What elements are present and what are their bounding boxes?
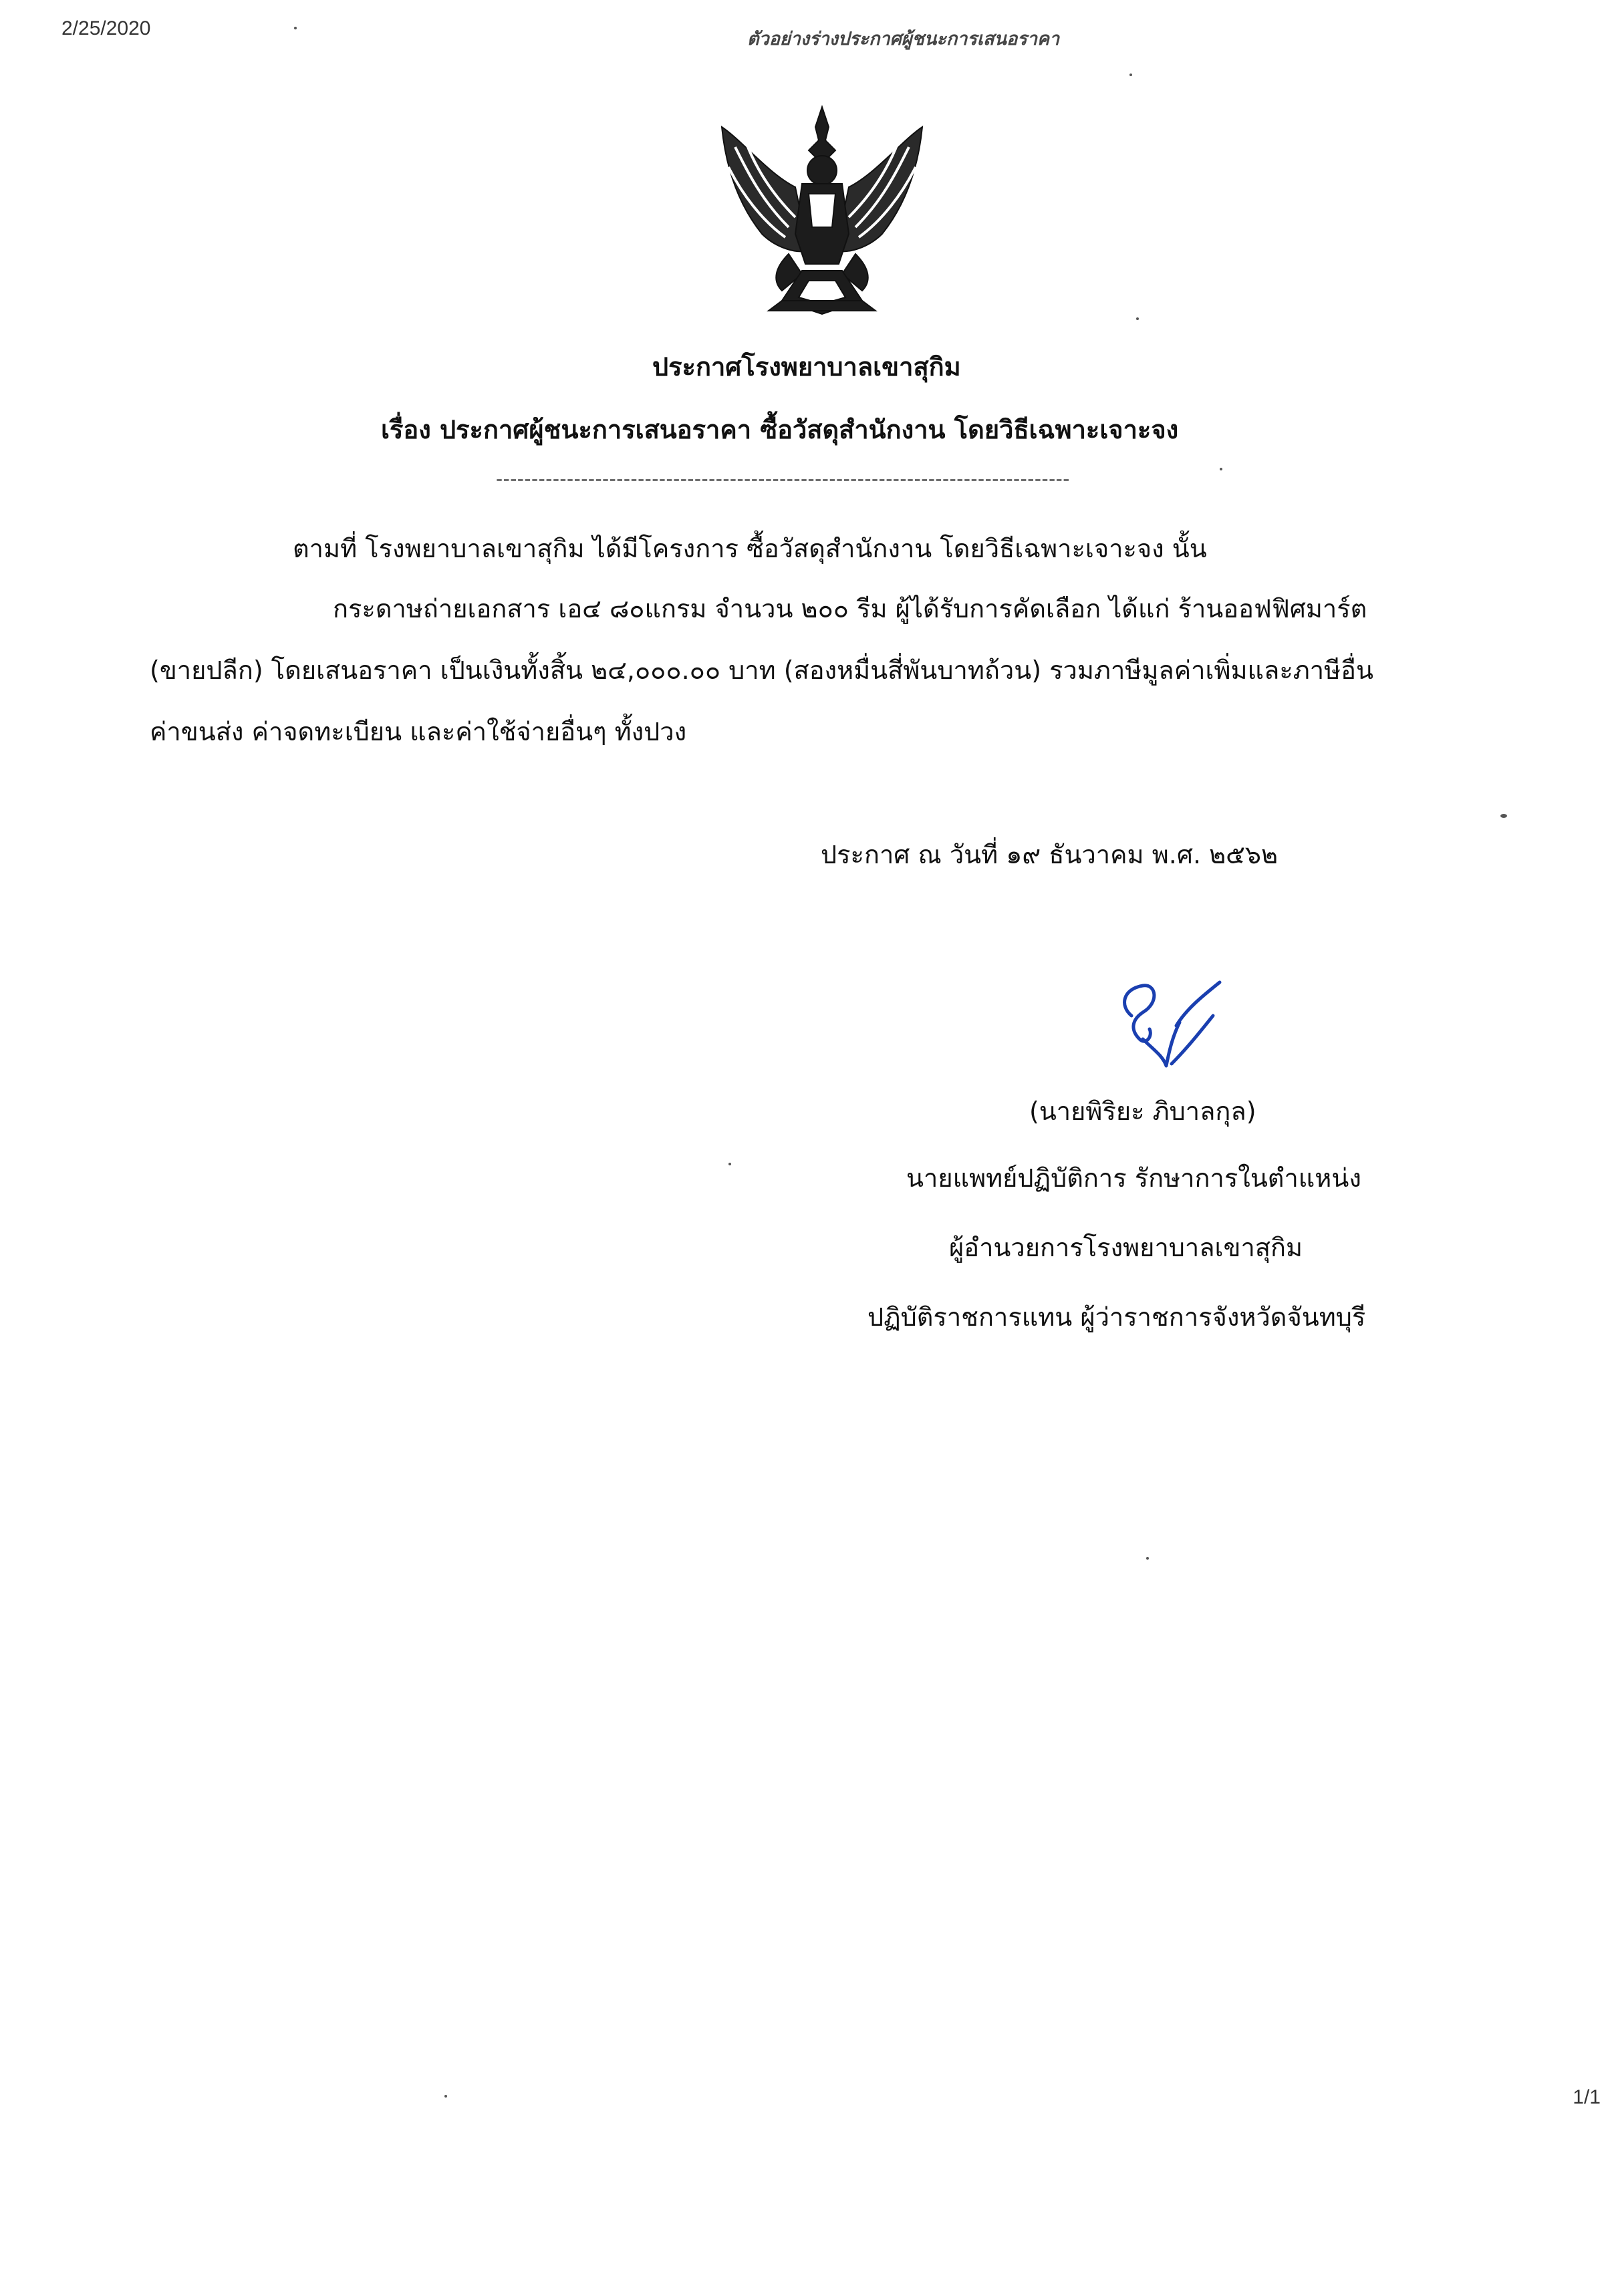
- garuda-emblem-icon: [708, 100, 936, 321]
- separator-line: ---------------------------------------------------------------------------------: [496, 468, 1070, 490]
- print-doc-title: ตัวอย่างร่างประกาศผู้ชนะการเสนอราคา: [747, 29, 1060, 49]
- body-line-1: ตามที่ โรงพยาบาลเขาสุกิม ได้มีโครงการ ซื้อวัสดุสำนักงาน โดยวิธีเฉพาะเจาะจง นั้น: [293, 534, 1207, 563]
- scan-speck: [1146, 1557, 1149, 1560]
- scan-speck: [1129, 74, 1132, 76]
- announced-date: ประกาศ ณ วันที่ ๑๙ ธันวาคม พ.ศ. ๒๕๖๒: [821, 840, 1279, 869]
- page-number: 1/1: [1573, 2086, 1601, 2108]
- signatory-position-1: นายแพทย์ปฏิบัติการ รักษาการในตำแหน่ง: [906, 1163, 1361, 1193]
- announcement-title: ประกาศโรงพยาบาลเขาสุกิม: [652, 352, 961, 382]
- body-line-3: (ขายปลีก) โดยเสนอราคา เป็นเงินทั้งสิ้น ๒๔,๐๐๐.๐๐ บาท (สองหมื่นสี่พันบาทถ้วน) รวมภาษีมูลค่าเพิ่มและภาษีอื่น: [150, 656, 1373, 685]
- print-date: 2/25/2020: [61, 17, 151, 39]
- handwritten-signature-icon: [1106, 976, 1233, 1076]
- scan-speck: [728, 1163, 731, 1165]
- scan-speck: [1220, 468, 1222, 470]
- body-line-2: กระดาษถ่ายเอกสาร เอ๔ ๘๐แกรม จำนวน ๒๐๐ รีม ผู้ได้รับการคัดเลือก ได้แก่ ร้านออฟฟิศมาร์ต: [333, 594, 1367, 623]
- scan-speck: [1136, 317, 1139, 320]
- signatory-position-3: ปฏิบัติราชการแทน ผู้ว่าราชการจังหวัดจันทบุรี: [867, 1302, 1366, 1332]
- body-line-4: ค่าขนส่ง ค่าจดทะเบียน และค่าใช้จ่ายอื่นๆ ทั้งปวง: [150, 717, 687, 746]
- signatory-position-2: ผู้อำนวยการโรงพยาบาลเขาสุกิม: [949, 1233, 1303, 1262]
- announcement-subject: เรื่อง ประกาศผู้ชนะการเสนอราคา ซื้อวัสดุสำนักงาน โดยวิธีเฉพาะเจาะจง: [381, 415, 1179, 444]
- scan-speck: [444, 2095, 447, 2098]
- signatory-name: (นายพิริยะ ภิบาลกุล): [1029, 1097, 1256, 1126]
- scan-speck: [1500, 814, 1507, 818]
- scan-speck: [294, 27, 297, 29]
